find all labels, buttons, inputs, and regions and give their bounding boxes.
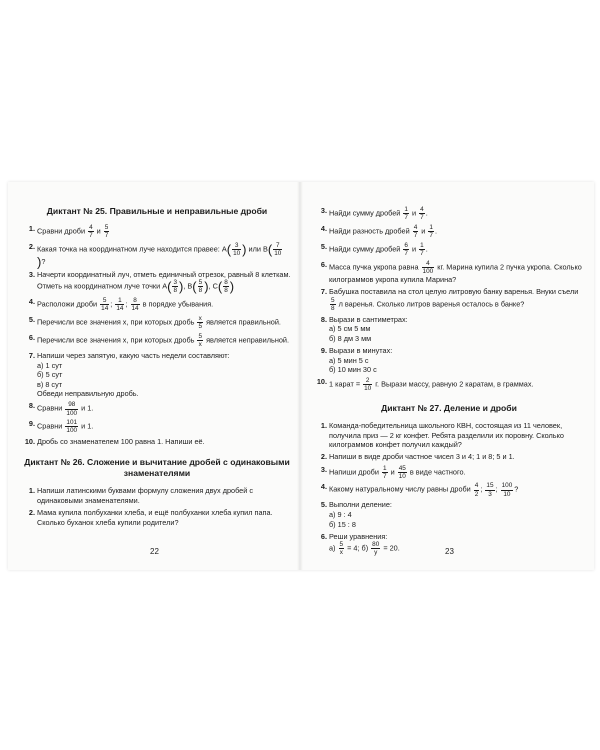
fraction: $\frac{x}{5}$ [198, 315, 203, 331]
item-text: Найди разность дробей [329, 226, 410, 236]
d26-item-9 [315, 346, 583, 375]
equations: а) $\frac{5}{x}$ = 4; б) $\frac{80}{y}$ = 20. [329, 541, 400, 557]
item-number: 4. [320, 482, 327, 492]
item-number: 8. [28, 401, 35, 411]
sub-item-b: б) 5 сут [37, 370, 63, 380]
sub-item-a: а) 9 : 4 [329, 509, 352, 519]
item-text: Сравни [37, 404, 63, 413]
fraction: $\frac{15}{3}$ [486, 482, 494, 498]
item-number: 10. [316, 377, 327, 387]
item-note: Обведи неправильную дробь. [37, 389, 139, 399]
book-gutter [297, 182, 303, 570]
item-number: 2. [320, 452, 327, 462]
page-number-right: 23 [445, 547, 454, 556]
item-number: 2. [28, 241, 35, 251]
d25-item-6: 6. Перечисли все значения x, при которых дробь $\frac{5}{x}$ является неправильной. [23, 333, 291, 348]
d27-item-2 [315, 452, 583, 462]
item-text: Выполни деление: [329, 500, 392, 510]
item-text: Найди сумму дробей [329, 208, 401, 218]
fraction: $\frac{6}{7}$ [404, 241, 408, 258]
item-number: 1. [28, 486, 35, 496]
fraction: $\frac{5}{7}$ [104, 224, 109, 240]
item-text: Какая точка на координатном луче находится правее: [37, 244, 220, 254]
fraction: $\frac{5}{8}$ [198, 279, 203, 295]
item-number: 4. [320, 223, 327, 233]
sub-item-b: б) 15 : 8 [329, 519, 356, 529]
item-number: 6. [320, 259, 327, 269]
d25-item-8: 8. Сравни $\frac{98}{100}$ и 1. [23, 401, 291, 416]
fraction: $\frac{3}{8}$ [173, 279, 177, 295]
item-text: Напиши латинскими буквами формулу сложения двух дробей с одинаковыми знаменателями. [37, 486, 253, 505]
fraction: $\frac{1}{7}$ [382, 464, 387, 480]
item-text: Вырази в сантиметрах: [329, 314, 408, 324]
item-text: Перечисли все значения x, при которых дробь [37, 317, 195, 327]
item-number: 3. [28, 269, 35, 279]
dictation-25-title: Диктант № 25. Правильные и неправильные дроби [46, 206, 268, 216]
d26-item-6: 6. Масса пучка укропа равна $\frac{4}{100}$ кг. Марина купила 2 пучка укропа. Сколько килограммов укропа купила Марина? [315, 260, 583, 285]
item-number: 7. [320, 287, 327, 297]
d26-item-8 [315, 315, 583, 344]
item-number: 6. [28, 333, 35, 342]
item-number: 1. [28, 224, 35, 233]
item-text: Какому натуральному числу равны дроби [329, 485, 471, 495]
item-text: Напиши в виде дроби частное чисел 3 и 4; 1 и 8; 5 и 1. [329, 452, 515, 462]
fraction: $\frac{4}{7}$ [420, 206, 424, 222]
item-number: 3. [320, 206, 327, 215]
fraction: $\frac{1}{7}$ [429, 223, 433, 240]
item-text: Дробь со знаменателем 100 равна 1. Напиши её. [37, 437, 205, 447]
fraction: $\frac{1}{7}$ [404, 206, 408, 222]
d27-item-3: 3. Напиши дроби $\frac{1}{7}$ и $\frac{45}{10}$ в виде частного. [315, 465, 583, 480]
item-text: Найди сумму дробей [329, 244, 401, 254]
item-number: 1. [320, 421, 327, 431]
d26-item-2 [23, 508, 291, 527]
d27-item-4: 4. Какому натуральному числу равны дроби $\frac{4}{2}$ ; $\frac{15}{3}$ ; $\frac{100}{10}$ ? [315, 482, 583, 497]
item-text: 1 карат = [329, 379, 361, 389]
fraction: $\frac{4}{7}$ [413, 223, 418, 240]
fraction: $\frac{4}{7}$ [89, 224, 93, 240]
item-text: Сравни дроби [37, 226, 86, 236]
fraction: $\frac{2}{10}$ [364, 377, 372, 393]
fraction: $\frac{1}{14}$ [116, 297, 124, 313]
d26-item-4: 4. Найди разность дробей $\frac{4}{7}$ и $\frac{1}{7}$ . [315, 224, 583, 239]
d25-item-1: 1. Сравни дроби $\frac{4}{7}$ и $\frac{5}{7}$ [23, 224, 291, 239]
fraction: $\frac{7}{10}$ [274, 241, 282, 258]
dictation-27-title: Диктант № 27. Деление и дроби [381, 403, 517, 414]
fraction: $\frac{4}{100}$ [422, 259, 434, 275]
item-text: Расположи дроби [37, 299, 98, 309]
sub-item-c: в) 8 сут [37, 379, 63, 389]
left-page [23, 206, 291, 530]
fraction: $\frac{5}{8}$ [331, 296, 335, 313]
d25-item-10 [23, 437, 291, 447]
d25-item-3: 3. Начерти координатный луч, отметь единичный отрезок, равный 8 клеткам. Отметь на координатном луче точки A( $\frac{3}{8}$ ), B( $\frac{5}{8}$ ), C( $\frac{8}{8}$ ) [23, 270, 291, 295]
right-page [315, 206, 583, 559]
d27-item-5 [315, 500, 583, 529]
sub-item-b: б) 8 дм 3 мм [329, 333, 372, 343]
item-text: Напиши через запятую, какую часть недели составляют: [37, 350, 230, 360]
item-text: Сравни [37, 421, 63, 431]
item-text: Реши уравнения: [329, 531, 388, 541]
fraction: $\frac{5}{14}$ [101, 297, 109, 313]
sub-item-a: а) 5 мин 5 с [329, 355, 369, 365]
dictation-26-title: Диктант № 26. Сложение и вычитание дробей с одинаковыми знаменателями [24, 457, 290, 479]
d27-item-1 [315, 421, 583, 450]
d26-item-3: 3. Найди сумму дробей $\frac{1}{7}$ и $\frac{4}{7}$ . [315, 206, 583, 221]
sub-item-a: а) 5 см 5 мм [329, 324, 371, 334]
fraction: $\frac{98}{100}$ [66, 401, 78, 417]
item-number: 8. [320, 314, 327, 324]
item-text: Напиши дроби [329, 467, 379, 477]
item-text: Начерти координатный луч, отметь единичный отрезок, равный 8 клеткам. Отметь на координатном луче точки [37, 269, 291, 291]
d25-item-4: 4. Расположи дроби $\frac{5}{14}$ ; $\frac{1}{14}$ ; $\frac{8}{14}$ в порядке убывания. [23, 297, 291, 312]
item-text: Перечисли все значения x, при которых дробь [37, 335, 195, 345]
fraction: $\frac{80}{y}$ [372, 541, 380, 557]
d26-item-1 [23, 486, 291, 505]
page-number-left: 22 [150, 547, 159, 556]
item-number: 7. [28, 350, 35, 360]
d25-item-2: 2. Какая точка на координатном луче находится правее: A( $\frac{3}{10}$ ) или B( $\frac{7}{10}$ )? [23, 242, 291, 267]
fraction: $\frac{5}{x}$ [339, 541, 344, 557]
item-number: 5. [28, 315, 35, 325]
item-text: Бабушка поставила на стол целую литровую банку варенья. Внуки съели [329, 287, 579, 297]
d25-item-5: 5. Перечисли все значения x, при которых дробь $\frac{x}{5}$ является правильной. [23, 315, 291, 330]
fraction: $\frac{8}{14}$ [131, 297, 139, 313]
sub-item-a: а) 1 сут [37, 360, 63, 370]
d25-item-9: 9. Сравни $\frac{101}{100}$ и 1. [23, 419, 291, 434]
fraction: $\frac{3}{10}$ [233, 241, 241, 258]
item-number: 5. [320, 500, 327, 510]
sub-item-b: б) 10 мин 30 с [329, 365, 377, 375]
item-text: Вырази в минутах: [329, 346, 393, 355]
item-number: 2. [28, 507, 35, 517]
item-number: 9. [28, 419, 35, 429]
item-text: Масса пучка укропа равна [329, 262, 419, 272]
item-number: 3. [320, 464, 327, 474]
item-text: Команда-победительница школьного КВН, состоящая из 11 человек, получила приз — 2 кг конфет. Ребята разделили их поровну. Сколько килограммов конфет получил каждый? [329, 421, 564, 450]
fraction: $\frac{8}{8}$ [224, 279, 228, 295]
d26-item-5: 5. Найди сумму дробей $\frac{6}{7}$ и $\frac{1}{7}$ . [315, 242, 583, 257]
item-number: 10. [24, 437, 35, 447]
item-number: 4. [28, 297, 35, 307]
item-number: 9. [320, 346, 327, 355]
d26-item-7: 7. Бабушка поставила на стол целую литровую банку варенья. Внуки съели $\frac{5}{8}$ л варенья. Сколько литров варенья осталось в банке? [315, 287, 583, 312]
fraction: $\frac{5}{x}$ [198, 333, 203, 349]
fraction: $\frac{4}{2}$ [474, 482, 479, 498]
item-number: 5. [320, 241, 327, 251]
fraction: $\frac{45}{10}$ [398, 464, 406, 480]
fraction: $\frac{101}{100}$ [66, 419, 78, 435]
d26-item-10: 10. 1 карат = $\frac{2}{10}$ г. Вырази массу, равную 2 каратам, в граммах. [316, 377, 534, 393]
fraction: $\frac{1}{7}$ [420, 241, 424, 258]
d25-item-7 [23, 351, 291, 399]
item-text: Мама купила полбуханки хлеба, и ещё полбуханки хлеба купил папа. Сколько буханок хлеба купили родители? [37, 507, 273, 527]
item-number: 6. [320, 531, 327, 541]
fraction: $\frac{100}{10}$ [501, 482, 513, 498]
